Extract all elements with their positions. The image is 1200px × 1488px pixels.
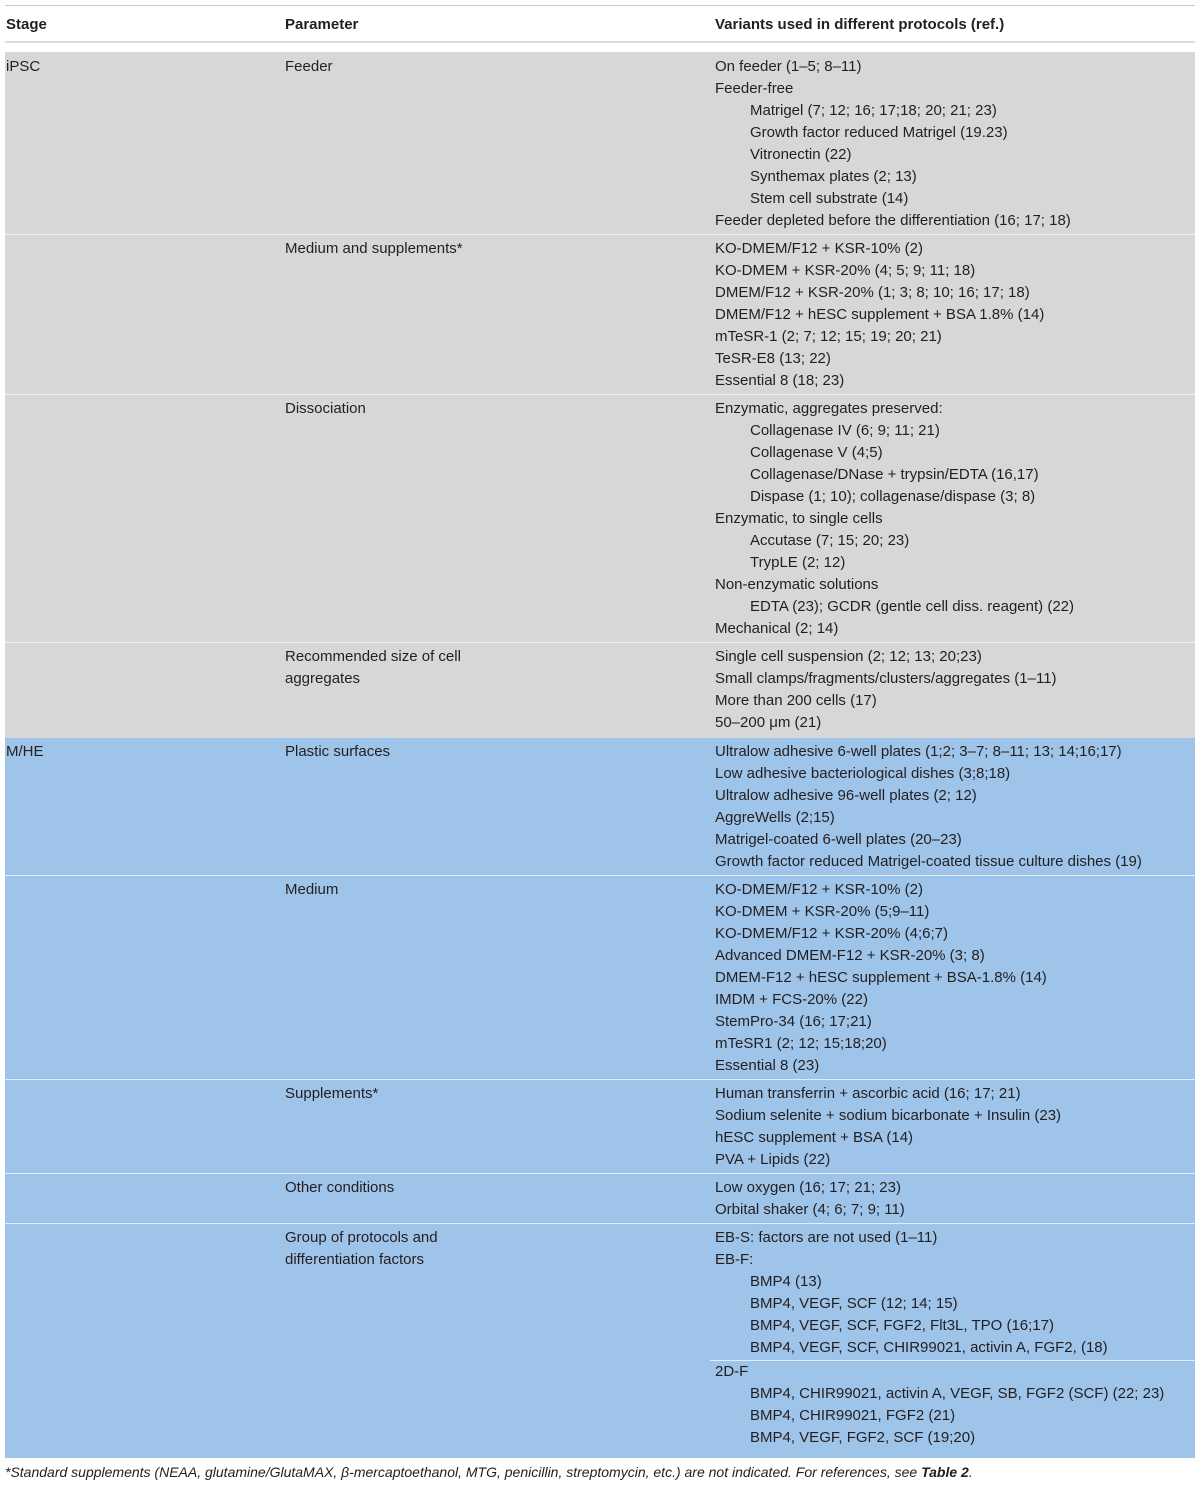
variant-item: StemPro-34 (16; 17;21)	[715, 1013, 872, 1030]
variant-item: BMP4, VEGF, SCF, FGF2, Flt3L, TPO (16;17)	[750, 1317, 1054, 1334]
variant-item: Collagenase V (4;5)	[750, 444, 883, 461]
variant-item: Orbital shaker (4; 6; 7; 9; 11)	[715, 1201, 905, 1218]
stage-label: M/HE	[6, 743, 44, 760]
variant-item: KO-DMEM/F12 + KSR-10% (2)	[715, 240, 923, 257]
variant-item: Sodium selenite + sodium bicarbonate + Insulin (23)	[715, 1107, 1062, 1124]
variant-item: Small clamps/fragments/clusters/aggregates (1–11)	[715, 670, 1057, 687]
variant-item: EDTA (23); GCDR (gentle cell diss. reagent) (22)	[750, 598, 1075, 615]
parameter-label: Feeder	[285, 58, 333, 75]
variant-item: BMP4, CHIR99021, activin A, VEGF, SB, FGF2 (SCF) (22; 23)	[750, 1385, 1165, 1402]
stage-section-ipsc	[5, 52, 1195, 738]
variant-item: Enzymatic, aggregates preserved:	[715, 400, 943, 417]
row-divider	[710, 1360, 1195, 1361]
footnote-end: .	[968, 1464, 973, 1480]
variant-item: Stem cell substrate (14)	[750, 190, 909, 207]
variant-item: 50–200 μm (21)	[715, 714, 822, 731]
row-divider	[5, 875, 1195, 876]
variant-item: Matrigel (7; 12; 16; 17;18; 20; 21; 23)	[750, 102, 997, 119]
header-parameter: Parameter	[285, 16, 359, 33]
row-divider	[5, 642, 1195, 643]
variant-item: Essential 8 (18; 23)	[715, 372, 845, 389]
header-variants: Variants used in different protocols (ref.)	[715, 16, 1005, 33]
parameter-label: Medium	[285, 881, 339, 898]
variant-item: TrypLE (2; 12)	[750, 554, 846, 571]
parameter-label: Group of protocols and	[285, 1229, 438, 1246]
variant-item: Single cell suspension (2; 12; 13; 20;23)	[715, 648, 982, 665]
variant-item: Vitronectin (22)	[750, 146, 852, 163]
parameter-label: differentiation factors	[285, 1251, 424, 1268]
variant-item: Ultralow adhesive 6-well plates (1;2; 3–7; 8–11; 13; 14;16;17)	[715, 743, 1122, 760]
variant-item: Accutase (7; 15; 20; 23)	[750, 532, 910, 549]
variant-item: mTeSR1 (2; 12; 15;18;20)	[715, 1035, 887, 1052]
variant-item: BMP4, CHIR99021, FGF2 (21)	[750, 1407, 956, 1424]
variant-item: DMEM/F12 + KSR-20% (1; 3; 8; 10; 16; 17; 18)	[715, 284, 1030, 301]
row-divider	[5, 1223, 1195, 1224]
variant-item: Essential 8 (23)	[715, 1057, 820, 1074]
parameter-label: aggregates	[285, 670, 361, 687]
variant-item: Matrigel-coated 6-well plates (20–23)	[715, 831, 962, 848]
header-stage: Stage	[6, 16, 47, 33]
parameter-label: Supplements*	[285, 1085, 379, 1102]
stage-section-mhe	[5, 738, 1195, 1458]
variant-item: Advanced DMEM-F12 + KSR-20% (3; 8)	[715, 947, 985, 964]
footnote-table-reference[interactable]: Table 2	[921, 1464, 969, 1480]
variant-item: IMDM + FCS-20% (22)	[715, 991, 868, 1008]
variant-item: BMP4, VEGF, FGF2, SCF (19;20)	[750, 1429, 976, 1446]
variant-item: hESC supplement + BSA (14)	[715, 1129, 914, 1146]
parameter-label: Medium and supplements*	[285, 240, 463, 257]
variant-item: Non-enzymatic solutions	[715, 576, 879, 593]
parameter-label: Recommended size of cell	[285, 648, 461, 665]
footnote-text: *Standard supplements (NEAA, glutamine/GlutaMAX, β-mercaptoethanol, MTG, penicillin, streptomycin, etc.) are not indicated. For references, see	[5, 1464, 922, 1480]
variant-item: BMP4 (13)	[750, 1273, 822, 1290]
variant-item: Feeder-free	[715, 80, 794, 97]
variant-item: EB-S: factors are not used (1–11)	[715, 1229, 938, 1246]
variant-item: DMEM-F12 + hESC supplement + BSA-1.8% (14)	[715, 969, 1047, 986]
parameter-label: Plastic surfaces	[285, 743, 391, 760]
variant-item: Growth factor reduced Matrigel-coated tissue culture dishes (19)	[715, 853, 1142, 870]
variant-item: AggreWells (2;15)	[715, 809, 835, 826]
variant-item: KO-DMEM/F12 + KSR-10% (2)	[715, 881, 923, 898]
variant-item: More than 200 cells (17)	[715, 692, 877, 709]
variant-item: Mechanical (2; 14)	[715, 620, 839, 637]
variant-item: Ultralow adhesive 96-well plates (2; 12)	[715, 787, 977, 804]
variant-item: mTeSR-1 (2; 7; 12; 15; 19; 20; 21)	[715, 328, 942, 345]
variant-item: Feeder depleted before the differentiation (16; 17; 18)	[715, 212, 1071, 229]
variant-item: BMP4, VEGF, SCF (12; 14; 15)	[750, 1295, 958, 1312]
table-header	[5, 5, 1195, 43]
variant-item: KO-DMEM + KSR-20% (5;9–11)	[715, 903, 930, 920]
variant-item: KO-DMEM + KSR-20% (4; 5; 9; 11; 18)	[715, 262, 976, 279]
variant-item: EB-F:	[715, 1251, 754, 1268]
parameter-label: Dissociation	[285, 400, 366, 417]
parameter-label: Other conditions	[285, 1179, 395, 1196]
variant-item: BMP4, VEGF, SCF, CHIR99021, activin A, FGF2, (18)	[750, 1339, 1108, 1356]
row-divider	[5, 1173, 1195, 1174]
variant-item: TeSR-E8 (13; 22)	[715, 350, 831, 367]
variant-item: Low oxygen (16; 17; 21; 23)	[715, 1179, 901, 1196]
variant-item: Human transferrin + ascorbic acid (16; 17; 21)	[715, 1085, 1021, 1102]
variant-item: Enzymatic, to single cells	[715, 510, 883, 527]
variant-item: Collagenase/DNase + trypsin/EDTA (16,17)	[750, 466, 1039, 483]
variant-item: Low adhesive bacteriological dishes (3;8;18)	[715, 765, 1011, 782]
row-divider	[5, 394, 1195, 395]
variant-item: Dispase (1; 10); collagenase/dispase (3; 8)	[750, 488, 1036, 505]
variant-item: Growth factor reduced Matrigel (19.23)	[750, 124, 1008, 141]
stage-label: iPSC	[6, 58, 41, 75]
variant-item: 2D-F	[715, 1363, 749, 1380]
table-footnote	[5, 1464, 1195, 1480]
variant-item: PVA + Lipids (22)	[715, 1151, 831, 1168]
variant-item: On feeder (1–5; 8–11)	[715, 58, 862, 75]
variant-item: KO-DMEM/F12 + KSR-20% (4;6;7)	[715, 925, 948, 942]
row-divider	[5, 1079, 1195, 1080]
variant-item: DMEM/F12 + hESC supplement + BSA 1.8% (14)	[715, 306, 1045, 323]
variant-item: Collagenase IV (6; 9; 11; 21)	[750, 422, 940, 439]
variant-item: Synthemax plates (2; 13)	[750, 168, 917, 185]
row-divider	[5, 234, 1195, 235]
